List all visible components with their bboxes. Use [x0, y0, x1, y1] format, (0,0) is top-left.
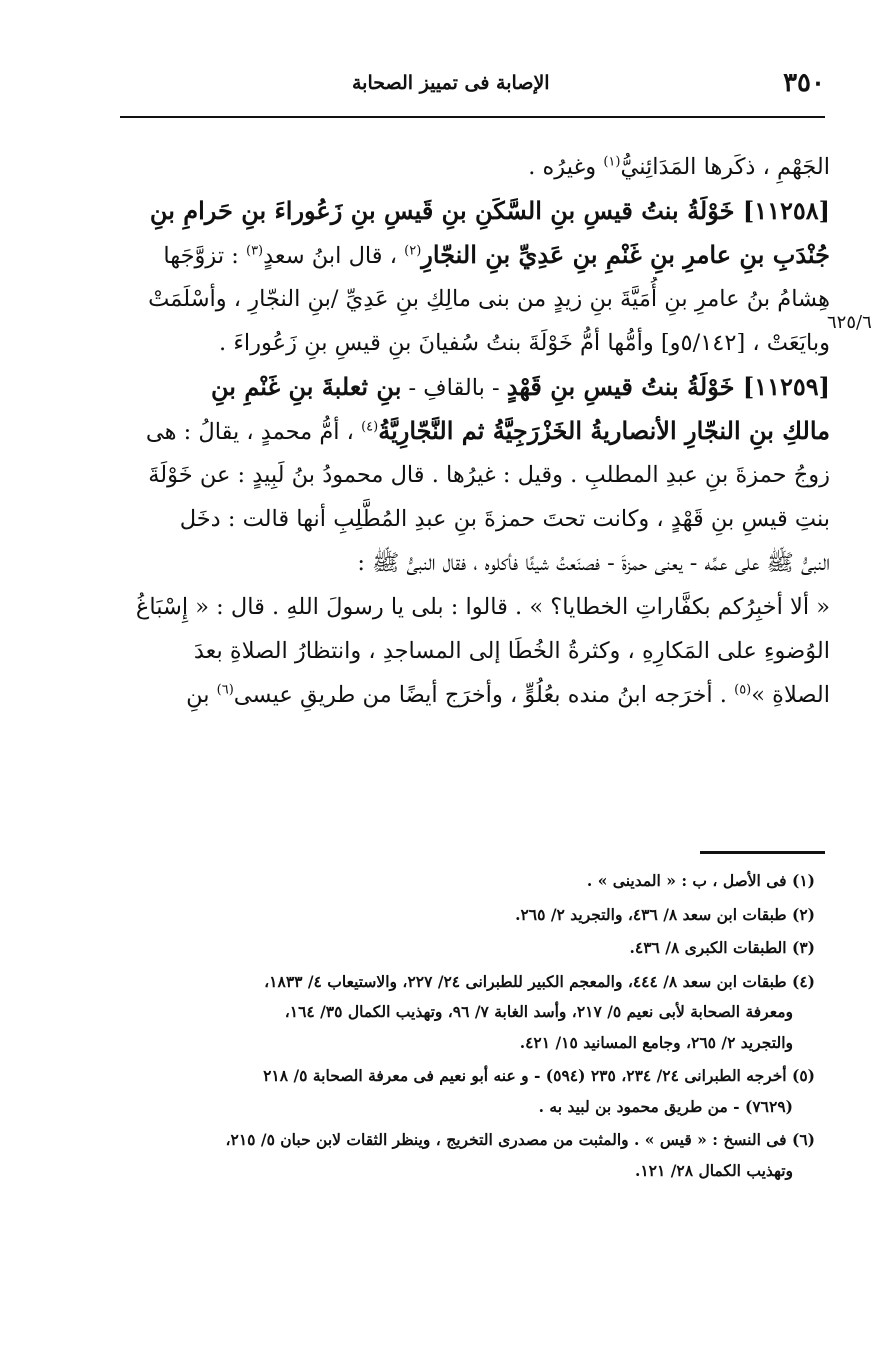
- footnote-ref[interactable]: (٤): [361, 419, 379, 435]
- footnote: (٥) أخرجه الطبرانى ٢٤/ ٢٣٤، ٢٣٥ (٥٩٤) - و عنه أبو نعيم فى معرفة الصحابة ٥/ ٢١٨ (٧٦٢٩) - من طريق محمود بن لبيد به .: [263, 1066, 815, 1116]
- entry-heading: جُنْدَبِ بنِ عامرِ بنِ غَنْمِ بنِ عَدِيِّ بنِ النجّارِ: [421, 240, 830, 269]
- entry-heading: [١١٢٥٨] خَوْلَةُ بنتُ قيسِ بنِ السَّكَنِ بنِ قَيسِ بنِ زَعُوراءَ بنِ حَرامِ بنِ: [149, 196, 830, 225]
- text-line: وبايَعَتْ ، [٥/١٤٢و] وأمُّها أمُّ خَوْلَةَ بنتُ سُفيانَ بنِ قيسِ بنِ زَعُوراءَ .: [219, 330, 830, 356]
- footnote-ref[interactable]: (٢): [404, 243, 422, 259]
- footnote: (١) فى الأصل ، ب : « المدينى » .: [586, 871, 815, 890]
- entry-heading-line: [١١٢٥٩] خَوْلَةُ بنتُ قيسِ بنِ قَهْدٍ - بالقافِ - بنِ ثعلبةَ بنِ غَنْمِ بنِ: [211, 372, 830, 401]
- footnote-separator: [700, 851, 825, 854]
- footnote: (٢) طبقات ابن سعد ٨/ ٤٣٦، والتجريد ٢/ ٢٦٥.: [515, 904, 815, 924]
- text-line: الجَهْمِ ، ذكَرها المَدَائِنيُّ$^{(١)}$ وغيرُه .: [528, 154, 830, 180]
- entry-heading: بنِ ثعلبةَ بنِ غَنْمِ بنِ: [211, 372, 402, 401]
- text-line: « ألا أخبِرُكم بكفَّاراتِ الخطايا؟ » . قالوا : بلى يا رسولَ اللهِ . قال : « إِسْبَاغُ: [135, 594, 830, 620]
- entry-heading: [١١٢٥٩] خَوْلَةُ بنتُ قيسِ بنِ قَهْدٍ: [506, 372, 830, 401]
- text-line: النبىُّ ﷺ على عمِّه - يعنى حمزةَ - فصنَعتُ شيئًا فأكلوه ، فقال النبىُّ ﷺ :: [357, 550, 830, 576]
- text-line: جُنْدَبِ بنِ عامرِ بنِ غَنْمِ بنِ عَدِيِّ بنِ النجّارِ$^{(٢)}$ ، قال ابنُ سعدٍ$^{(٣)}$ : تزوَّجَها: [163, 240, 830, 269]
- text-line: مالكِ بنِ النجّارِ الأنصاريةُ الخَزْرَجِيَّةُ ثم النَّجّارِيَّةُ$^{(٤)}$ ، أمُّ محمدٍ ، يقالُ : هى: [145, 416, 830, 445]
- footnote: (٦) فى النسخ : « قيس » . والمثبت من مصدرى التخريج ، وينظر الثقات لابن حبان ٥/ ٢١٥، وتهذيب الكمال ٢٨/ ١٢١.: [225, 1130, 815, 1180]
- page-number: ٣٥٠: [783, 68, 825, 98]
- entry-heading-line: [118, 189, 830, 233]
- footnote-ref[interactable]: (٣): [245, 243, 264, 259]
- text-line: بنتِ قيسِ بنِ قَهْدٍ ، وكانت تحتَ حمزةَ بنِ عبدِ المُطَّلِبِ أنها قالت : دخَل: [179, 506, 830, 532]
- footnote-ref[interactable]: (١): [603, 154, 621, 170]
- footnote: (٣) الطبقات الكبرى ٨/ ٤٣٦.: [629, 938, 815, 957]
- footnote: (٤) طبقات ابن سعد ٨/ ٤٤٤، والمعجم الكبير للطبرانى ٢٤/ ٢٢٧، والاستيعاب ٤/ ١٨٣٣، ومعرفة الصحابة لأبى نعيم ٥/ ٢١٧، وأسد الغابة ٧/ ٩٦، وتهذيب الكمال ٣٥/ ١٦٤، والتجريد ٢/ ٢٦٥، وجامع المسانيد ١٥/ ٤٢١.: [264, 971, 815, 1052]
- entry-heading: مالكِ بنِ النجّارِ الأنصاريةُ الخَزْرَجِيَّةُ ثم النَّجّارِيَّةُ: [378, 416, 830, 445]
- header-divider: [120, 116, 825, 118]
- footnote-ref[interactable]: (٦): [216, 682, 234, 698]
- main-text: [118, 145, 830, 717]
- text-line: زوجُ حمزةَ بنِ عبدِ المطلبِ . وقيل : غيرُها . قال محمودُ بنُ لَبِيدٍ : عن خَوْلَةَ: [148, 462, 830, 488]
- text-line: هِشامُ بنُ عامرِ بنِ أُمَيَّةَ بنِ زيدٍ من بنى مالِكِ بنِ عَدِيِّ /بنِ النجّارِ ، وأسْلَمَتْ: [148, 286, 830, 312]
- text-line: الوُضوءِ على المَكارِهِ ، وكثرةُ الخُطَا إلى المساجدِ ، وانتظارُ الصلاةِ بعدَ: [193, 638, 830, 664]
- page-header: [120, 68, 825, 104]
- footnote-ref[interactable]: (٥): [734, 682, 752, 698]
- text-line: الصلاةِ »$^{(٥)}$ . أخرَجه ابنُ منده بعُلُوٍّ ، وأخرَج أيضًا من طريقِ عيسى$^{(٦)}$ بنِ: [186, 682, 830, 708]
- running-title: الإصابة فى تمييز الصحابة: [352, 72, 550, 94]
- margin-reference: ٦٢٥/٦: [827, 312, 872, 333]
- footnotes: [125, 866, 815, 1189]
